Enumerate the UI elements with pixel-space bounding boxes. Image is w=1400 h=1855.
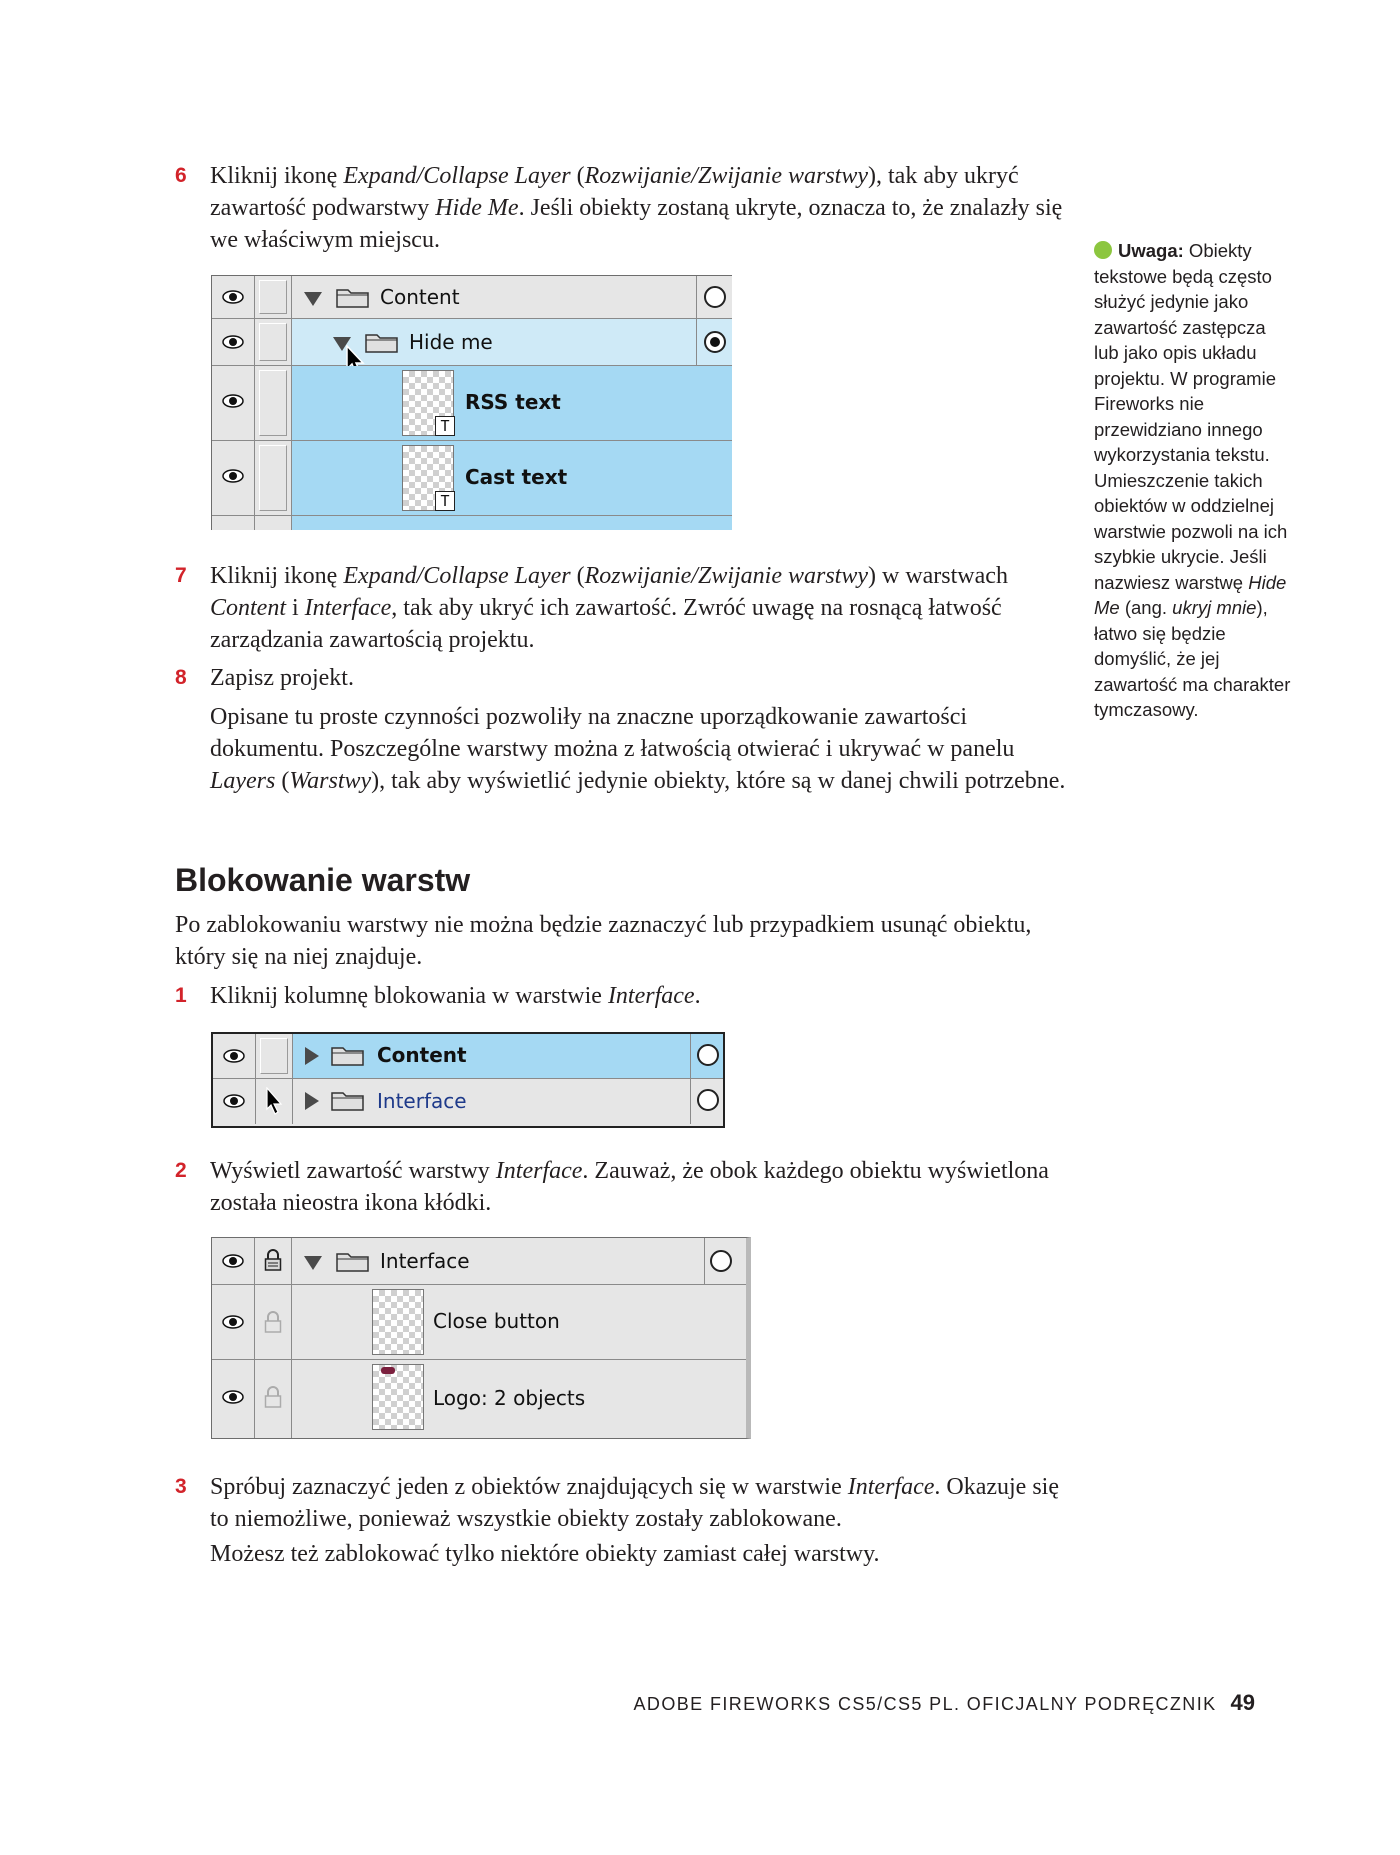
lock-toggle[interactable] [255,1238,292,1284]
lock-toggle[interactable] [255,276,292,318]
dimmed-lock-icon [264,1386,282,1408]
page-number: 49 [1230,1690,1255,1715]
section-lead: Po zablokowaniu warstwy nie można będzie zaznaczyć lub przypadkiem usunąć obiektu, który się na niej znajduje. [175,912,1032,970]
step-number: 7 [175,564,187,587]
lock-toggle[interactable] [256,1079,293,1124]
layer-row-close-button[interactable] [212,1285,746,1360]
visibility-toggle[interactable] [212,441,255,515]
page-footer [634,1690,1255,1716]
layer-name: Interface [377,1089,467,1113]
layer-name: Cast text [465,465,568,489]
dimmed-lock-icon [264,1311,282,1333]
note-label: Uwaga: [1118,240,1184,261]
folder-icon [365,331,399,353]
lock-toggle[interactable] [255,441,292,515]
visibility-toggle[interactable] [213,1034,256,1078]
visibility-toggle[interactable] [212,276,255,318]
layers-panel-1 [211,275,732,530]
text-type-icon: T [435,491,455,511]
visibility-toggle[interactable] [212,366,255,440]
lock-toggle[interactable] [255,1285,292,1359]
step-8 [175,662,1075,694]
layers-panel-3 [211,1237,751,1439]
layer-name: Logo: 2 objects [433,1386,586,1410]
layer-row-partial [212,516,732,530]
layer-name: Close button [433,1309,560,1333]
folder-icon [331,1089,365,1111]
step-text: Kliknij ikonę Expand/Collapse Layer (Rozwijanie/Zwijanie warstwy), tak aby ukryć zawartość podwarstwy Hide Me. Jeśli obiekty zostaną ukryte, oznacza to, że znalazły się we właściwym miejscu. [210,163,1063,253]
step-number: 2 [175,1159,187,1182]
sidebar-note [1094,238,1294,723]
collapse-icon[interactable] [304,1256,322,1270]
step-6 [175,160,1075,256]
step-3 [175,1471,1075,1535]
lock-icon [264,1249,282,1271]
step-text: Wyświetl zawartość warstwy Interface. Zauważ, że obok każdego obiektu wyświetlona została nieostra ikona kłódki. [210,1158,1049,1216]
eye-icon [222,1254,244,1268]
layer-radio[interactable] [704,286,726,308]
step-number: 1 [175,984,187,1007]
collapse-icon[interactable] [304,292,322,306]
visibility-toggle[interactable] [212,319,255,365]
lock-toggle[interactable] [255,1360,292,1438]
step-2 [175,1155,1075,1219]
layer-row-content[interactable] [213,1034,723,1079]
visibility-toggle[interactable] [212,1360,255,1438]
lock-toggle[interactable] [255,366,292,440]
step-number: 8 [175,666,187,689]
layer-row-cast-text[interactable] [212,441,732,516]
folder-icon [331,1044,365,1066]
section-heading: Blokowanie warstw [175,862,471,898]
footer-title: ADOBE FIREWORKS CS5/CS5 PL. OFICJALNY PODRĘCZNIK [633,1694,1217,1714]
layer-row-interface[interactable] [213,1079,723,1124]
step-7 [175,560,1075,656]
layer-radio[interactable] [697,1044,719,1066]
eye-icon [222,1315,244,1329]
lock-toggle[interactable] [255,319,292,365]
eye-icon [222,1390,244,1404]
layer-name: Content [377,1043,467,1067]
layer-name: RSS text [465,390,561,414]
folder-icon [336,1250,370,1272]
eye-icon [222,394,244,408]
visibility-toggle[interactable] [213,1079,256,1124]
layer-row-rss-text[interactable] [212,366,732,441]
eye-icon [223,1049,245,1063]
visibility-toggle[interactable] [212,1285,255,1359]
layer-row-content[interactable] [212,276,732,319]
object-thumbnail [372,1364,424,1430]
paragraph-layers: Opisane tu proste czynności pozwoliły na znaczne uporządkowanie zawartości dokumentu. Poszczególne warstwy można z łatwością otwierać i ukrywać w panelu Layers (Warstwy), tak aby wyświetlić jedynie obiekty, które są w danej chwili potrzebne. [210,704,1066,794]
step-number: 3 [175,1475,187,1498]
eye-icon [222,469,244,483]
layer-name: Hide me [409,330,493,354]
visibility-toggle[interactable] [212,1238,255,1284]
step-number: 6 [175,164,187,187]
cursor-arrow-icon [265,1087,283,1117]
eye-icon [222,335,244,349]
layer-row-hide-me[interactable] [212,319,732,366]
layer-radio[interactable] [697,1089,719,1111]
step-text: Kliknij ikonę Expand/Collapse Layer (Rozwijanie/Zwijanie warstwy) w warstwach Content i Interface, tak aby ukryć ich zawartość. Zwróć uwagę na rosnącą łatwość zarządzania zawartością projektu. [210,563,1008,653]
folder-icon [336,286,370,308]
layer-radio[interactable] [710,1250,732,1272]
paragraph-lock-objects: Możesz też zablokować tylko niektóre obiekty zamiast całej warstwy. [210,1541,880,1567]
note-bullet-icon [1094,241,1112,259]
object-thumbnail [372,1289,424,1355]
layers-panel-2 [211,1032,725,1128]
eye-icon [223,1094,245,1108]
lock-toggle[interactable] [256,1034,293,1078]
layer-row-interface[interactable] [212,1238,746,1285]
note-text: Obiekty tekstowe będą często służyć jedynie jako zawartość zastępcza lub jako opis układu projektu. W programie Fireworks nie przewidziano innego wykorzystania tekstu. Umieszczenie takich obiektów w oddzielnej warstwie pozwoli na ich szybkie ukrycie. Jeśli nazwiesz warstwę Hide Me (ang. ukryj mnie), łatwo się będzie domyślić, że jej zawartość ma charakter tymczasowy. [1094,240,1291,720]
layer-row-logo[interactable] [212,1360,746,1438]
step-1 [175,980,1075,1012]
layer-name: Interface [380,1249,470,1273]
eye-icon [222,290,244,304]
expand-icon[interactable] [305,1047,319,1065]
step-text: Spróbuj zaznaczyć jeden z obiektów znajdujących się w warstwie Interface. Okazuje się to niemożliwe, ponieważ wszystkie obiekty zostały zablokowane. [210,1474,1059,1532]
expand-icon[interactable] [305,1092,319,1110]
step-text: Kliknij kolumnę blokowania w warstwie Interface. [210,983,701,1009]
text-type-icon: T [435,416,455,436]
layer-radio-selected[interactable] [704,331,726,353]
layer-name: Content [380,285,460,309]
step-text: Zapisz projekt. [210,665,354,691]
